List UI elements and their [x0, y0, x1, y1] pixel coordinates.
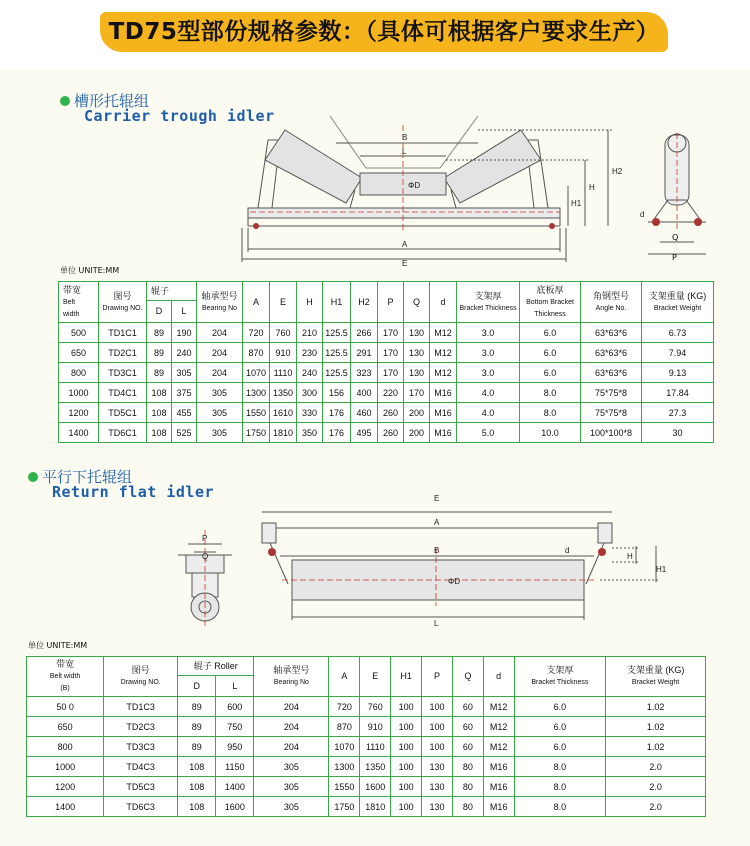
- col-bottom-thickness: 底板厚 Bottom Bracket Thickness: [520, 282, 581, 323]
- table-cell: 910: [270, 343, 297, 363]
- table-cell: 108: [147, 423, 172, 443]
- table-cell: 100: [391, 757, 422, 777]
- table-cell: 89: [147, 323, 172, 343]
- table-cell: 27.3: [642, 403, 714, 423]
- col-bracket-thickness: 支架厚 Bracket Thickness: [457, 282, 520, 323]
- table-cell: 1550: [243, 403, 270, 423]
- carrier-title-en: Carrier trough idler: [84, 107, 275, 125]
- return-title-en: Return flat idler: [52, 483, 215, 501]
- ret-col-L: L: [216, 676, 254, 697]
- title-banner: [100, 12, 668, 52]
- table-cell: 200: [404, 423, 430, 443]
- table-cell: 108: [147, 403, 172, 423]
- table-cell: 89: [178, 737, 216, 757]
- table-cell: 100: [391, 797, 422, 817]
- table-cell: 266: [351, 323, 378, 343]
- table-cell: 6.0: [514, 697, 606, 717]
- table-cell: 1400: [216, 777, 254, 797]
- table-cell: 1200: [59, 403, 99, 423]
- table-cell: 108: [178, 777, 216, 797]
- table-cell: 1400: [59, 423, 99, 443]
- table-cell: 60: [452, 697, 483, 717]
- table-row: [59, 343, 714, 363]
- table-cell: 10.0: [520, 423, 581, 443]
- table-cell: 63*63*6: [581, 363, 642, 383]
- table-row: [59, 363, 714, 383]
- table-cell: M12: [483, 737, 514, 757]
- table-cell: 3.0: [457, 343, 520, 363]
- dim-Q-label: Q: [672, 233, 679, 242]
- table-cell: M16: [430, 383, 457, 403]
- table-cell: 100*100*8: [581, 423, 642, 443]
- ret-col-D: D: [178, 676, 216, 697]
- table-cell: TD6C1: [99, 423, 147, 443]
- table-cell: 1110: [270, 363, 297, 383]
- table-cell: 1300: [329, 757, 360, 777]
- table-cell: 455: [172, 403, 197, 423]
- table-cell: 1750: [329, 797, 360, 817]
- table-cell: 125.5: [323, 323, 351, 343]
- table-cell: 525: [172, 423, 197, 443]
- table-cell: TD1C1: [99, 323, 147, 343]
- table-cell: 323: [351, 363, 378, 383]
- col-bearing: 轴承型号 Bearing No: [197, 282, 243, 323]
- table-cell: 1070: [243, 363, 270, 383]
- col-A: A: [243, 282, 270, 323]
- table-cell: 63*63*6: [581, 323, 642, 343]
- table-cell: 1300: [243, 383, 270, 403]
- col-E: E: [270, 282, 297, 323]
- table-cell: 130: [404, 343, 430, 363]
- ret-col-bracket-weight: 支架重量 (KG) Bracket Weight: [606, 657, 706, 697]
- table-cell: M12: [430, 363, 457, 383]
- table-cell: 1000: [59, 383, 99, 403]
- table-row: [27, 697, 706, 717]
- table-cell: TD2C1: [99, 343, 147, 363]
- table-cell: 176: [323, 423, 351, 443]
- table-cell: 100: [391, 697, 422, 717]
- table-cell: 80: [452, 797, 483, 817]
- table-cell: 80: [452, 757, 483, 777]
- ret-col-roller: 辊子 Roller: [178, 657, 254, 676]
- table-cell: 1400: [27, 797, 104, 817]
- table-cell: 1550: [329, 777, 360, 797]
- table-cell: 204: [197, 343, 243, 363]
- dim-A-label: A: [402, 240, 408, 249]
- dim-P-label: P: [672, 253, 677, 262]
- table-row: [27, 757, 706, 777]
- table-row: [59, 403, 714, 423]
- table-cell: 6.73: [642, 323, 714, 343]
- table-cell: 7.94: [642, 343, 714, 363]
- ret-dim-H-label: H: [627, 552, 633, 561]
- table-cell: 240: [297, 363, 323, 383]
- table-cell: 60: [452, 737, 483, 757]
- table-cell: TD3C3: [104, 737, 178, 757]
- table-cell: 130: [404, 323, 430, 343]
- table-cell: M16: [430, 423, 457, 443]
- ret-col-Q: Q: [452, 657, 483, 697]
- ret-col-drawing-no: 图号 Drawing NO.: [104, 657, 178, 697]
- ret-dim-A-label: A: [434, 518, 440, 527]
- table-row: [27, 777, 706, 797]
- table-cell: 190: [172, 323, 197, 343]
- table-cell: M16: [483, 777, 514, 797]
- table-cell: 375: [172, 383, 197, 403]
- table-cell: 400: [351, 383, 378, 403]
- table-cell: 9.13: [642, 363, 714, 383]
- table-cell: TD2C3: [104, 717, 178, 737]
- col-H2: H2: [351, 282, 378, 323]
- table-cell: 305: [197, 423, 243, 443]
- table-cell: 170: [378, 323, 404, 343]
- table-cell: 300: [297, 383, 323, 403]
- dim-L-label: L: [402, 147, 407, 156]
- table-cell: 170: [378, 343, 404, 363]
- table-cell: 6.0: [520, 363, 581, 383]
- table-cell: 156: [323, 383, 351, 403]
- table-cell: 108: [178, 797, 216, 817]
- table-cell: 350: [297, 423, 323, 443]
- table-row: [27, 737, 706, 757]
- table-cell: 330: [297, 403, 323, 423]
- table-cell: 6.0: [514, 737, 606, 757]
- table-cell: 204: [197, 323, 243, 343]
- table-cell: 910: [360, 717, 391, 737]
- table-cell: 760: [270, 323, 297, 343]
- dim-D-label: ΦD: [408, 181, 421, 190]
- col-Q: Q: [404, 282, 430, 323]
- table-cell: 204: [254, 737, 329, 757]
- ret-col-bracket-thickness: 支架厚 Bracket Thickness: [514, 657, 606, 697]
- col-d: d: [430, 282, 457, 323]
- ret-dim-H1-label: H1: [656, 565, 667, 574]
- col-roller: 辊子: [147, 282, 197, 301]
- table-cell: 460: [351, 403, 378, 423]
- table-cell: 3.0: [457, 323, 520, 343]
- table-row: [59, 383, 714, 403]
- table-cell: 230: [297, 343, 323, 363]
- table-cell: 4.0: [457, 403, 520, 423]
- table-cell: 260: [378, 403, 404, 423]
- table-cell: 8.0: [514, 797, 606, 817]
- return-spec-table: [26, 656, 706, 817]
- col-angle-no: 角钢型号 Angle No.: [581, 282, 642, 323]
- ret-dim-Q-label: Q: [202, 552, 209, 561]
- table-cell: 8.0: [520, 383, 581, 403]
- table-cell: 130: [422, 757, 453, 777]
- table-cell: 220: [378, 383, 404, 403]
- ret-dim-P-label: P: [202, 534, 208, 543]
- table-cell: 500: [59, 323, 99, 343]
- table-cell: 305: [254, 757, 329, 777]
- table-cell: 204: [254, 717, 329, 737]
- table-cell: 204: [254, 697, 329, 717]
- ret-col-belt-width: 带宽 Belt width (B): [27, 657, 104, 697]
- table-cell: 3.0: [457, 363, 520, 383]
- table-cell: TD4C3: [104, 757, 178, 777]
- table-cell: 1610: [270, 403, 297, 423]
- table-cell: 1750: [243, 423, 270, 443]
- ret-dim-B-label: B: [434, 546, 440, 555]
- table-cell: 89: [147, 363, 172, 383]
- table-cell: 17.84: [642, 383, 714, 403]
- table-cell: 750: [216, 717, 254, 737]
- table-cell: 6.0: [520, 323, 581, 343]
- carrier-idler-drawing: [235, 115, 645, 270]
- table-cell: 130: [422, 797, 453, 817]
- table-row: [59, 323, 714, 343]
- table-cell: 305: [254, 777, 329, 797]
- table-cell: M12: [430, 343, 457, 363]
- table-cell: 240: [172, 343, 197, 363]
- table-cell: 8.0: [520, 403, 581, 423]
- table-cell: M16: [483, 797, 514, 817]
- table-cell: TD5C1: [99, 403, 147, 423]
- dim-H-label: H: [589, 183, 595, 192]
- table-cell: TD4C1: [99, 383, 147, 403]
- table-cell: 204: [197, 363, 243, 383]
- table-cell: 108: [147, 383, 172, 403]
- table-cell: 291: [351, 343, 378, 363]
- table-cell: M16: [430, 403, 457, 423]
- table-cell: 50 0: [27, 697, 104, 717]
- dim-H1-label: H1: [571, 199, 582, 208]
- table-cell: 1810: [270, 423, 297, 443]
- banner-title: TD75型部份规格参数：（具体可根据客户要求生产）: [108, 19, 660, 45]
- col-belt-width: 带宽 Belt width: [59, 282, 99, 323]
- table-cell: 1150: [216, 757, 254, 777]
- dim-B-label: B: [402, 133, 408, 142]
- table-cell: 495: [351, 423, 378, 443]
- ret-col-E: E: [360, 657, 391, 697]
- table-cell: 60: [452, 717, 483, 737]
- ret-dim-d-label: d: [565, 546, 570, 555]
- table-cell: TD1C3: [104, 697, 178, 717]
- table-cell: 75*75*8: [581, 383, 642, 403]
- table-cell: 1350: [270, 383, 297, 403]
- table-cell: 1200: [27, 777, 104, 797]
- table-cell: 2.0: [606, 797, 706, 817]
- table-cell: 870: [243, 343, 270, 363]
- table-cell: 650: [59, 343, 99, 363]
- carrier-unit: 单位 UNITE:MM: [60, 266, 120, 275]
- table-cell: TD5C3: [104, 777, 178, 797]
- table-cell: 1.02: [606, 697, 706, 717]
- dim-H2-label: H2: [612, 167, 623, 176]
- col-drawing-no: 图号 Drawing NO.: [99, 282, 147, 323]
- table-cell: 1110: [360, 737, 391, 757]
- table-cell: 89: [178, 717, 216, 737]
- table-cell: 108: [178, 757, 216, 777]
- return-unit: 单位 UNITE:MM: [28, 641, 88, 650]
- table-cell: TD6C3: [104, 797, 178, 817]
- table-cell: 305: [197, 383, 243, 403]
- table-cell: 6.0: [514, 717, 606, 737]
- carrier-spec-table: [58, 281, 714, 443]
- table-row: [27, 717, 706, 737]
- col-P: P: [378, 282, 404, 323]
- table-cell: 100: [391, 737, 422, 757]
- ret-dim-D-label: ΦD: [448, 577, 461, 586]
- table-cell: 125.5: [323, 363, 351, 383]
- table-cell: 950: [216, 737, 254, 757]
- table-cell: 100: [422, 697, 453, 717]
- ret-col-A: A: [329, 657, 360, 697]
- table-cell: 89: [178, 697, 216, 717]
- table-cell: 8.0: [514, 777, 606, 797]
- ret-col-P: P: [422, 657, 453, 697]
- col-bracket-weight: 支架重量 (KG) Bracket Weight: [642, 282, 714, 323]
- table-cell: 720: [243, 323, 270, 343]
- table-cell: 650: [27, 717, 104, 737]
- col-D: D: [147, 301, 172, 323]
- table-cell: 2.0: [606, 757, 706, 777]
- carrier-title-cn-text: 槽形托辊组: [74, 92, 150, 110]
- return-idler-drawing: [170, 490, 670, 630]
- table-cell: 176: [323, 403, 351, 423]
- table-row: [27, 797, 706, 817]
- table-cell: M12: [483, 697, 514, 717]
- table-cell: 1000: [27, 757, 104, 777]
- bullet-icon: [28, 472, 38, 482]
- dim-d-label: d: [640, 210, 645, 219]
- table-cell: 260: [378, 423, 404, 443]
- table-cell: 1070: [329, 737, 360, 757]
- table-cell: 1350: [360, 757, 391, 777]
- table-cell: 2.0: [606, 777, 706, 797]
- table-cell: 100: [422, 717, 453, 737]
- table-cell: 210: [297, 323, 323, 343]
- bullet-icon: [60, 96, 70, 106]
- table-cell: 800: [27, 737, 104, 757]
- ret-col-bearing: 轴承型号 Bearing No: [254, 657, 329, 697]
- col-H1: H1: [323, 282, 351, 323]
- table-cell: 1600: [360, 777, 391, 797]
- table-cell: 870: [329, 717, 360, 737]
- table-cell: 63*63*6: [581, 343, 642, 363]
- table-cell: 8.0: [514, 757, 606, 777]
- table-cell: 1.02: [606, 737, 706, 757]
- table-cell: 130: [404, 363, 430, 383]
- table-cell: 760: [360, 697, 391, 717]
- table-cell: 125.5: [323, 343, 351, 363]
- table-cell: 80: [452, 777, 483, 797]
- table-cell: 6.0: [520, 343, 581, 363]
- table-cell: 305: [254, 797, 329, 817]
- table-cell: 5.0: [457, 423, 520, 443]
- table-cell: 30: [642, 423, 714, 443]
- table-cell: 100: [422, 737, 453, 757]
- table-cell: 305: [172, 363, 197, 383]
- table-cell: 4.0: [457, 383, 520, 403]
- table-cell: 170: [404, 383, 430, 403]
- table-cell: 1.02: [606, 717, 706, 737]
- table-cell: 200: [404, 403, 430, 423]
- table-cell: 75*75*8: [581, 403, 642, 423]
- table-cell: 800: [59, 363, 99, 383]
- table-cell: 720: [329, 697, 360, 717]
- table-cell: 100: [391, 777, 422, 797]
- table-cell: M16: [483, 757, 514, 777]
- table-cell: 100: [391, 717, 422, 737]
- table-cell: 130: [422, 777, 453, 797]
- table-cell: 170: [378, 363, 404, 383]
- ret-col-d: d: [483, 657, 514, 697]
- table-cell: M12: [483, 717, 514, 737]
- table-cell: 1600: [216, 797, 254, 817]
- table-row: [59, 423, 714, 443]
- table-cell: M12: [430, 323, 457, 343]
- ret-dim-L-label: L: [434, 619, 439, 628]
- table-cell: 1810: [360, 797, 391, 817]
- table-cell: TD3C1: [99, 363, 147, 383]
- dim-E-label: E: [402, 259, 408, 268]
- ret-dim-E-label: E: [434, 494, 440, 503]
- table-cell: 305: [197, 403, 243, 423]
- col-H: H: [297, 282, 323, 323]
- table-cell: 89: [147, 343, 172, 363]
- col-L: L: [172, 301, 197, 323]
- return-title-cn-text: 平行下托辊组: [42, 468, 133, 486]
- table-cell: 600: [216, 697, 254, 717]
- ret-col-H1: H1: [391, 657, 422, 697]
